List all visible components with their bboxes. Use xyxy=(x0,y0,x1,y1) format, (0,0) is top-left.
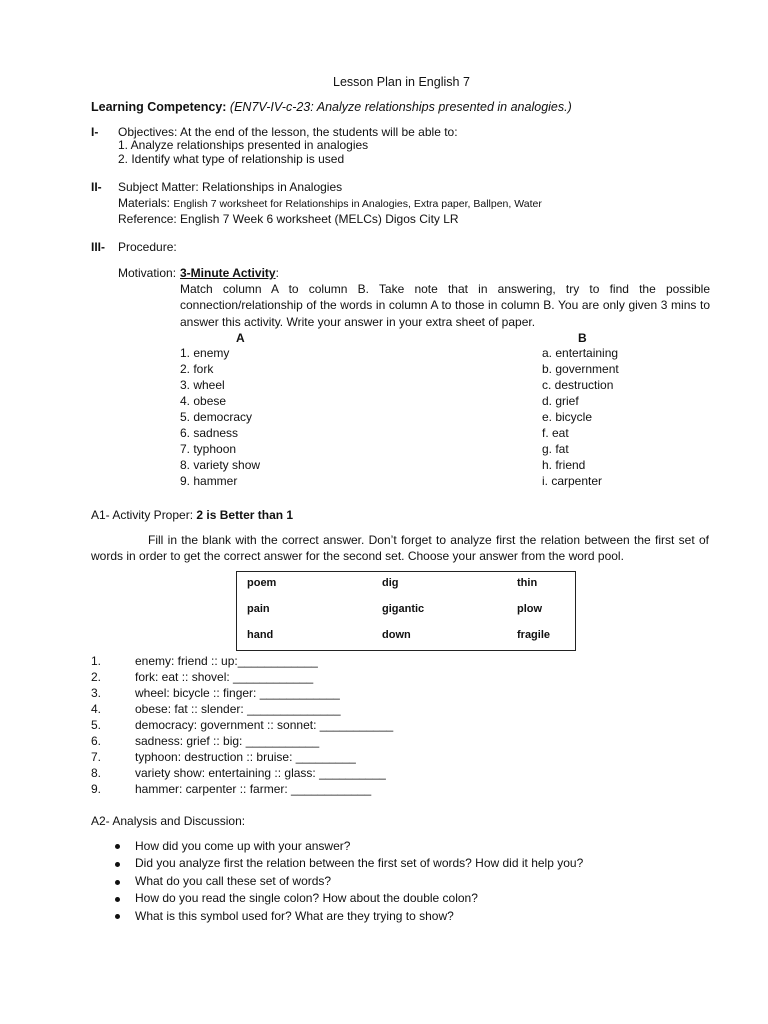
objective-item: 1. Analyze relationships presented in analogies xyxy=(118,138,369,152)
discussion-question: How do you read the single colon? How about the double colon? xyxy=(135,891,478,906)
analysis-heading: A2- Analysis and Discussion: xyxy=(91,814,246,828)
column-a-list xyxy=(180,345,260,489)
activity-colon: : xyxy=(275,266,279,280)
item-number: 9. xyxy=(91,782,102,796)
column-a-item: 3. wheel xyxy=(180,378,225,392)
motivation-instructions: Match column A to column B. Take note that in answering, try to find the possible connection/relationship of the words in column A to those in column B. You are only given 3 mins to answer this activity. Write your answer in your extra sheet of paper. xyxy=(180,282,710,329)
item-number: 7. xyxy=(91,750,102,764)
column-a-item: 4. obese xyxy=(180,394,227,408)
competency-text: (EN7V-IV-c-23: Analyze relationships presented in analogies.) xyxy=(229,100,572,114)
materials-list: English 7 worksheet for Relationships in Analogies, Extra paper, Ballpen, Water xyxy=(173,198,542,210)
word-pool-item: down xyxy=(382,629,411,641)
word-pool xyxy=(236,571,576,651)
analogy-item: democracy: government :: sonnet: ___________ xyxy=(135,718,394,732)
discussion-question: How did you come up with your answer? xyxy=(135,839,351,853)
motivation-activity xyxy=(180,265,279,281)
item-number: 4. xyxy=(91,702,102,716)
word-pool-item: thin xyxy=(517,577,538,589)
item-number: 6. xyxy=(91,734,102,748)
item-number: 2. xyxy=(91,670,102,684)
competency-label: Learning Competency: xyxy=(91,100,227,114)
column-b-item: c. destruction xyxy=(542,378,614,392)
analogy-numbers xyxy=(91,653,101,797)
objectives-heading: Objectives: At the end of the lesson, the students will be able to: xyxy=(118,125,458,139)
column-a-item: 5. democracy xyxy=(180,410,253,424)
column-b-item: e. bicycle xyxy=(542,410,593,424)
activity-instructions: Fill in the blank with the correct answer. Don’t forget to analyze first the relation between the first set of words in order to get the correct answer for the second set. Choose your answer from the word pool. xyxy=(91,533,709,564)
item-number: 5. xyxy=(91,718,102,732)
discussion-question: What is this symbol used for? What are they trying to show? xyxy=(135,908,454,923)
word-pool-item: fragile xyxy=(517,629,551,641)
column-b-item: d. grief xyxy=(542,394,579,408)
bullet-icon xyxy=(115,844,120,849)
analogy-item: enemy: friend :: up:____________ xyxy=(135,654,318,668)
bullet-icon xyxy=(115,897,120,902)
analogy-item: wheel: bicycle :: finger: ____________ xyxy=(135,686,340,700)
subject-matter: Subject Matter: Relationships in Analogies xyxy=(118,180,343,194)
objective-item: 2. Identify what type of relationship is used xyxy=(118,152,345,166)
analogy-item: obese: fat :: slender: ______________ xyxy=(135,702,341,716)
procedure-heading: Procedure: xyxy=(118,240,177,254)
activity-name: 3-Minute Activity xyxy=(180,266,276,280)
section-1-numeral: I- xyxy=(91,125,99,139)
column-a-item: 2. fork xyxy=(180,362,214,376)
section-2-numeral: II- xyxy=(91,180,102,194)
word-pool-item: pain xyxy=(247,603,270,615)
word-pool-item: dig xyxy=(382,577,399,589)
activity-proper-name: 2 is Better than 1 xyxy=(196,508,294,522)
column-a-item: 9. hammer xyxy=(180,474,238,488)
column-a-header: A xyxy=(236,331,245,345)
analogy-item: typhoon: destruction :: bruise: _________ xyxy=(135,750,356,764)
column-b-item: f. eat xyxy=(542,426,569,440)
materials-label: Materials: xyxy=(118,196,171,210)
discussion-question: What do you call these set of words? xyxy=(135,873,332,888)
column-a-item: 8. variety show xyxy=(180,458,261,472)
motivation-label: Motivation: xyxy=(118,266,177,280)
column-b-item: a. entertaining xyxy=(542,346,619,360)
discussion-question: Did you analyze first the relation between the first set of words? How did it help you? xyxy=(135,856,584,871)
materials xyxy=(118,195,542,212)
column-b-item: h. friend xyxy=(542,458,586,472)
bullet-icon xyxy=(115,880,120,885)
document-title: Lesson Plan in English 7 xyxy=(333,75,470,89)
column-b-item: i. carpenter xyxy=(542,474,603,488)
column-a-item: 6. sadness xyxy=(180,426,239,440)
analogy-item: fork: eat :: shovel: ____________ xyxy=(135,670,314,684)
bullet-icon xyxy=(115,914,120,919)
column-b-item: g. fat xyxy=(542,442,569,456)
column-a-item: 7. typhoon xyxy=(180,442,237,456)
analogy-item: sadness: grief :: big: ___________ xyxy=(135,734,320,748)
column-b-list xyxy=(542,345,619,489)
column-b-header: B xyxy=(578,331,587,345)
analogy-items xyxy=(135,653,393,797)
word-pool-item: gigantic xyxy=(382,603,425,615)
item-number: 3. xyxy=(91,686,102,700)
word-pool-item: poem xyxy=(247,577,277,589)
item-number: 8. xyxy=(91,766,102,780)
column-a-item: 1. enemy xyxy=(180,346,230,360)
analysis-questions xyxy=(135,838,583,925)
section-3-numeral: III- xyxy=(91,240,105,254)
activity-proper-label: A1- Activity Proper: xyxy=(91,508,194,522)
analogy-item: variety show: entertaining :: glass: __________ xyxy=(135,766,386,780)
analogy-item: hammer: carpenter :: farmer: ____________ xyxy=(135,782,372,796)
activity-proper xyxy=(91,507,293,523)
item-number: 1. xyxy=(91,654,102,668)
reference: Reference: English 7 Week 6 worksheet (MELCs) Digos City LR xyxy=(118,212,459,226)
learning-competency xyxy=(91,99,572,115)
column-b-item: b. government xyxy=(542,362,619,376)
word-pool-item: plow xyxy=(517,603,543,615)
word-pool-item: hand xyxy=(247,629,274,641)
bullet-icon xyxy=(115,862,120,867)
